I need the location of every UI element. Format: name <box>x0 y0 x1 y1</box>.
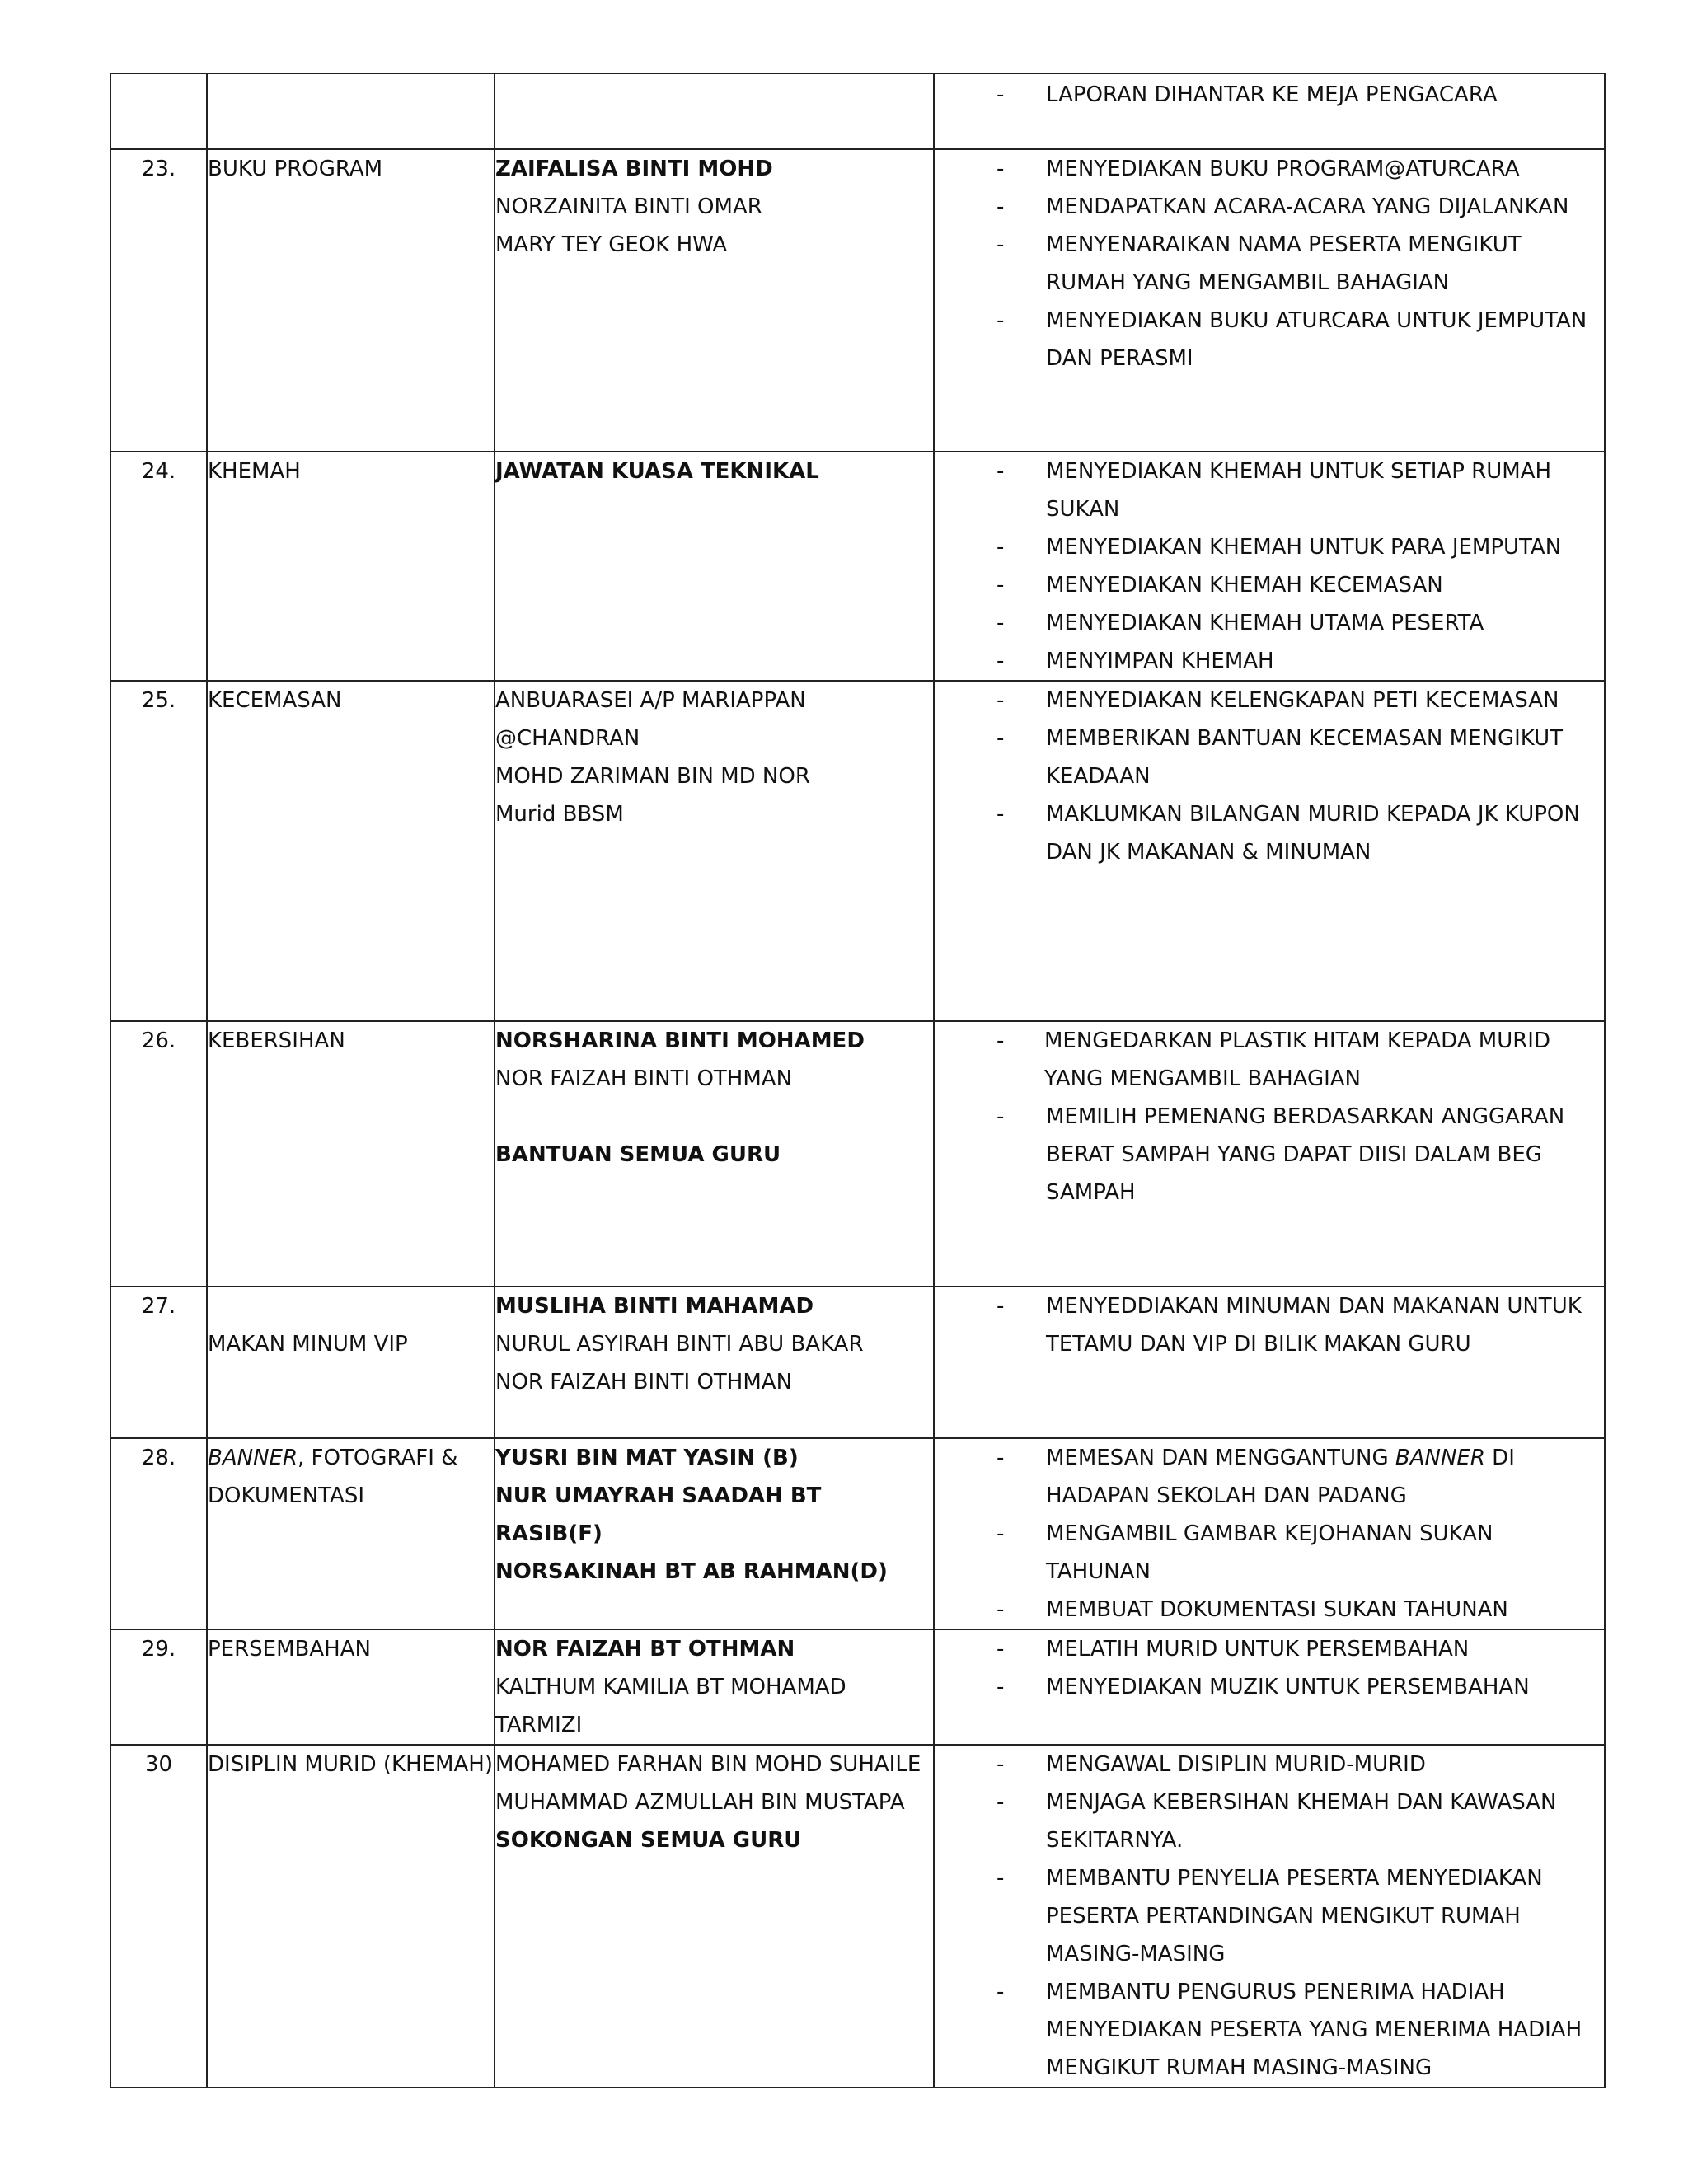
person-name: NUR UMAYRAH SAADAH BT RASIB(F) <box>495 1483 829 1546</box>
list-item: - MENYEDIAKAN KHEMAH UTAMA PESERTA <box>996 611 1484 635</box>
list-item: - MENYEDIAKAN MUZIK UNTUK PERSEMBAHAN <box>996 1675 1530 1699</box>
task-item <box>207 73 495 149</box>
list-item: - MENYIMPAN KHEMAH <box>996 649 1274 673</box>
person-name: MUHAMMAD AZMULLAH BIN MUSTAPA <box>495 1790 905 1815</box>
person-name: SOKONGAN SEMUA GURU <box>495 1828 802 1853</box>
list-item: - MEMESAN DAN MENGGANTUNG BANNER DI HADAPAN SEKOLAH DAN PADANG <box>996 1446 1515 1508</box>
person-in-charge <box>495 149 934 452</box>
person-name: MOHD ZARIMAN BIN MD NOR <box>495 764 810 789</box>
table-row <box>110 1438 1605 1629</box>
list-item: - MENYEDIAKAN KELENGKAPAN PETI KECEMASAN <box>996 688 1559 713</box>
person-name: MARY TEY GEOK HWA <box>495 232 728 257</box>
list-item: - MENGAMBIL GAMBAR KEJOHANAN SUKAN TAHUNAN <box>996 1521 1493 1584</box>
row-number: 30 <box>110 1745 207 2088</box>
list-item: - LAPORAN DIHANTAR KE MEJA PENGACARA <box>996 82 1498 107</box>
person-in-charge <box>495 1021 934 1286</box>
person-name: MOHAMED FARHAN BIN MOHD SUHAILE <box>495 1752 921 1777</box>
task-list <box>934 681 1605 1021</box>
task-list <box>934 73 1605 149</box>
task-list <box>934 1021 1605 1286</box>
list-item: - MENYEDIAKAN KHEMAH UNTUK PARA JEMPUTAN <box>996 535 1562 560</box>
person-name: NOR FAIZAH BINTI OTHMAN <box>495 1370 793 1394</box>
person-in-charge <box>495 1745 934 2088</box>
list-item: - MENYEDIAKAN KHEMAH UNTUK SETIAP RUMAH SUKAN <box>996 459 1552 522</box>
person-name: BANTUAN SEMUA GURU <box>495 1142 781 1167</box>
table-row <box>110 73 1605 149</box>
task-item: BUKU PROGRAM <box>207 149 495 452</box>
table-row <box>110 1286 1605 1438</box>
table-row <box>110 1745 1605 2088</box>
person-name: JAWATAN KUASA TEKNIKAL <box>495 459 819 484</box>
task-item: PERSEMBAHAN <box>207 1629 495 1745</box>
list-item: - MENYEDIAKAN BUKU PROGRAM@ATURCARA <box>996 157 1520 181</box>
list-item: - MENYEDIAKAN KHEMAH KECEMASAN <box>996 573 1443 598</box>
list-item: - MEMBERIKAN BANTUAN KECEMASAN MENGIKUT KEADAAN <box>996 726 1564 789</box>
list-item: - MENYEDIAKAN BUKU ATURCARA UNTUK JEMPUTAN DAN PERASMI <box>996 308 1587 371</box>
table-row <box>110 681 1605 1021</box>
task-list <box>934 1438 1605 1629</box>
person-name: ZAIFALISA BINTI MOHD <box>495 157 773 181</box>
table-row <box>110 1629 1605 1745</box>
person-name: NORZAINITA BINTI OMAR <box>495 194 762 219</box>
row-number: 26. <box>110 1021 207 1286</box>
list-item: - MENYEDDIAKAN MINUMAN DAN MAKANAN UNTUK TETAMU DAN VIP DI BILIK MAKAN GURU <box>996 1294 1582 1357</box>
list-item: - MEMBANTU PENGURUS PENERIMA HADIAH MENYEDIAKAN PESERTA YANG MENERIMA HADIAH MENGIKUT RUMAH MASING-MASING <box>996 1980 1582 2080</box>
task-list <box>934 1745 1605 2088</box>
task-list <box>934 452 1605 681</box>
task-item: MAKAN MINUM VIP <box>207 1286 495 1438</box>
list-item: - MENGAWAL DISIPLIN MURID-MURID <box>996 1752 1426 1777</box>
person-name: MUSLIHA BINTI MAHAMAD <box>495 1294 814 1319</box>
person-in-charge <box>495 1438 934 1629</box>
person-name: NOR FAIZAH BINTI OTHMAN <box>495 1066 793 1091</box>
row-number: 29. <box>110 1629 207 1745</box>
person-in-charge <box>495 73 934 149</box>
task-item: KHEMAH <box>207 452 495 681</box>
committee-table <box>110 73 1606 2088</box>
task-item: KEBERSIHAN <box>207 1021 495 1286</box>
person-in-charge <box>495 1286 934 1438</box>
list-item: - MENYENARAIKAN NAMA PESERTA MENGIKUT RUMAH YANG MENGAMBIL BAHAGIAN <box>996 232 1522 295</box>
row-number <box>110 73 207 149</box>
task-item: DISIPLIN MURID (KHEMAH) <box>207 1745 495 2088</box>
person-in-charge <box>495 452 934 681</box>
list-item: - MEMBANTU PENYELIA PESERTA MENYEDIAKAN PESERTA PERTANDINGAN MENGIKUT RUMAH MASING-MASING <box>996 1866 1543 1966</box>
person-name: NOR FAIZAH BT OTHMAN <box>495 1637 795 1661</box>
table-row <box>110 149 1605 452</box>
list-item: - MENDAPATKAN ACARA-ACARA YANG DIJALANKAN <box>996 194 1569 219</box>
person-name: NORSHARINA BINTI MOHAMED <box>495 1029 865 1053</box>
table-row <box>110 1021 1605 1286</box>
person-name: NURUL ASYIRAH BINTI ABU BAKAR <box>495 1332 864 1357</box>
person-name: KALTHUM KAMILIA BT MOHAMAD TARMIZI <box>495 1675 853 1737</box>
row-number: 23. <box>110 149 207 452</box>
row-number: 28. <box>110 1438 207 1629</box>
person-name: Murid BBSM <box>495 802 624 827</box>
table-row <box>110 452 1605 681</box>
row-number: 25. <box>110 681 207 1021</box>
list-item: - MEMILIH PEMENANG BERDASARKAN ANGGARAN BERAT SAMPAH YANG DAPAT DIISI DALAM BEG SAMPAH <box>996 1104 1565 1205</box>
person-in-charge <box>495 681 934 1021</box>
list-item: - MAKLUMKAN BILANGAN MURID KEPADA JK KUPON DAN JK MAKANAN & MINUMAN <box>996 802 1580 865</box>
list-item: - MENGEDARKAN PLASTIK HITAM KEPADA MURID YANG MENGAMBIL BAHAGIAN <box>996 1029 1550 1091</box>
list-item: - MEMBUAT DOKUMENTASI SUKAN TAHUNAN <box>996 1597 1508 1622</box>
task-list <box>934 1286 1605 1438</box>
list-item: - MENJAGA KEBERSIHAN KHEMAH DAN KAWASAN SEKITARNYA. <box>996 1790 1557 1853</box>
blank-line <box>495 1098 933 1136</box>
person-name: YUSRI BIN MAT YASIN (B) <box>495 1446 799 1470</box>
row-number: 27. <box>110 1286 207 1438</box>
banner-italic: BANNER <box>208 1446 298 1470</box>
task-list <box>934 1629 1605 1745</box>
person-name: ANBUARASEI A/P MARIAPPAN @CHANDRAN <box>495 688 813 751</box>
person-in-charge <box>495 1629 934 1745</box>
task-list <box>934 149 1605 452</box>
task-item: BANNER, FOTOGRAFI & DOKUMENTASI <box>207 1438 495 1629</box>
person-name: NORSAKINAH BT AB RAHMAN(D) <box>495 1559 888 1584</box>
row-number: 24. <box>110 452 207 681</box>
list-item: - MELATIH MURID UNTUK PERSEMBAHAN <box>996 1637 1470 1661</box>
task-item: KECEMASAN <box>207 681 495 1021</box>
